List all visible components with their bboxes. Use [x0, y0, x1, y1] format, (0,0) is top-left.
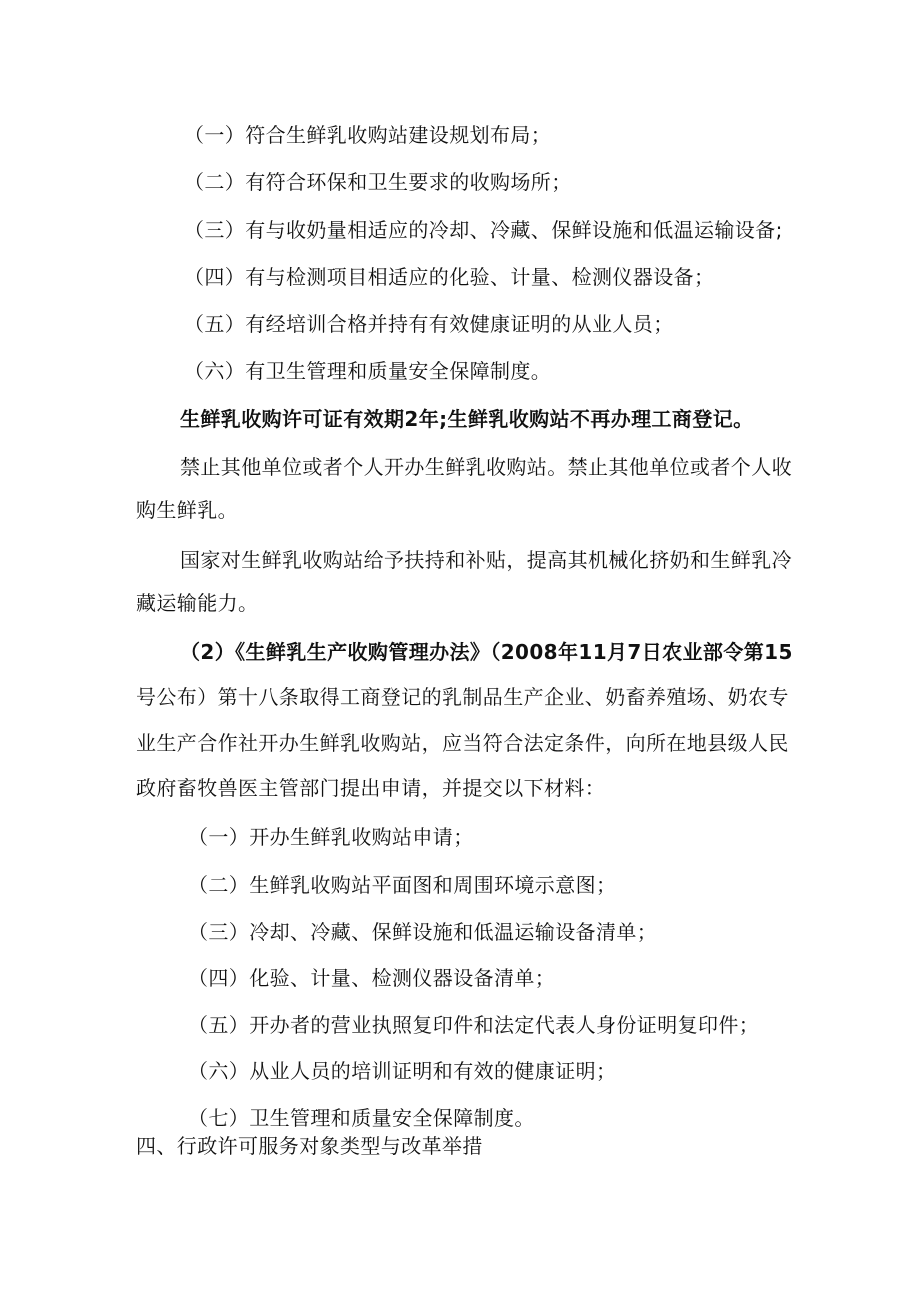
condition-item-4: （四）有与检测项目相适应的化验、计量、检测仪器设备；	[184, 265, 715, 289]
material-item-2: （二）生鲜乳收购站平面图和周围环境示意图；	[188, 873, 617, 897]
material-item-6: （六）从业人员的培训证明和有效的健康证明；	[188, 1059, 617, 1083]
material-item-3: （三）冷却、冷藏、保鲜设施和低温运输设备清单；	[188, 920, 658, 944]
material-item-7: （七）卫生管理和质量安全保障制度。	[188, 1106, 535, 1130]
condition-item-2: （二）有符合环保和卫生要求的收购场所；	[184, 170, 572, 194]
regulation-line-2: 号公布）第十八条取得工商登记的乳制品生产企业、奶畜养殖场、奶农专	[136, 685, 789, 709]
section-heading: 四、行政许可服务对象类型与改革举措	[136, 1134, 483, 1158]
material-item-5: （五）开办者的营业执照复印件和法定代表人身份证明复印件；	[188, 1013, 760, 1037]
regulation-line-1: （2）《生鲜乳生产收购管理办法》（2008年11月7日农业部令第15	[180, 640, 793, 664]
prohibition-line-2: 购生鲜乳。	[136, 498, 238, 522]
condition-item-6: （六）有卫生管理和质量安全保障制度。	[184, 359, 552, 383]
support-line-2: 藏运输能力。	[136, 591, 259, 615]
condition-item-1: （一）符合生鲜乳收购站建设规划布局；	[184, 123, 552, 147]
validity-paragraph: 生鲜乳收购许可证有效期2年;生鲜乳收购站不再办理工商登记。	[180, 407, 754, 431]
condition-item-3: （三）有与收奶量相适应的冷却、冷藏、保鲜设施和低温运输设备;	[184, 218, 783, 242]
support-line-1: 国家对生鲜乳收购站给予扶持和补贴，提高其机械化挤奶和生鲜乳冷	[180, 548, 792, 572]
regulation-line-3: 业生产合作社开办生鲜乳收购站，应当符合法定条件，向所在地县级人民	[136, 731, 789, 755]
condition-item-5: （五）有经培训合格并持有有效健康证明的从业人员；	[184, 312, 674, 336]
material-item-4: （四）化验、计量、检测仪器设备清单；	[188, 966, 556, 990]
regulation-line-4: 政府畜牧兽医主管部门提出申请，并提交以下材料：	[136, 776, 606, 800]
prohibition-line-1: 禁止其他单位或者个人开办生鲜乳收购站。禁止其他单位或者个人收	[180, 455, 792, 479]
material-item-1: （一）开办生鲜乳收购站申请；	[188, 825, 474, 849]
